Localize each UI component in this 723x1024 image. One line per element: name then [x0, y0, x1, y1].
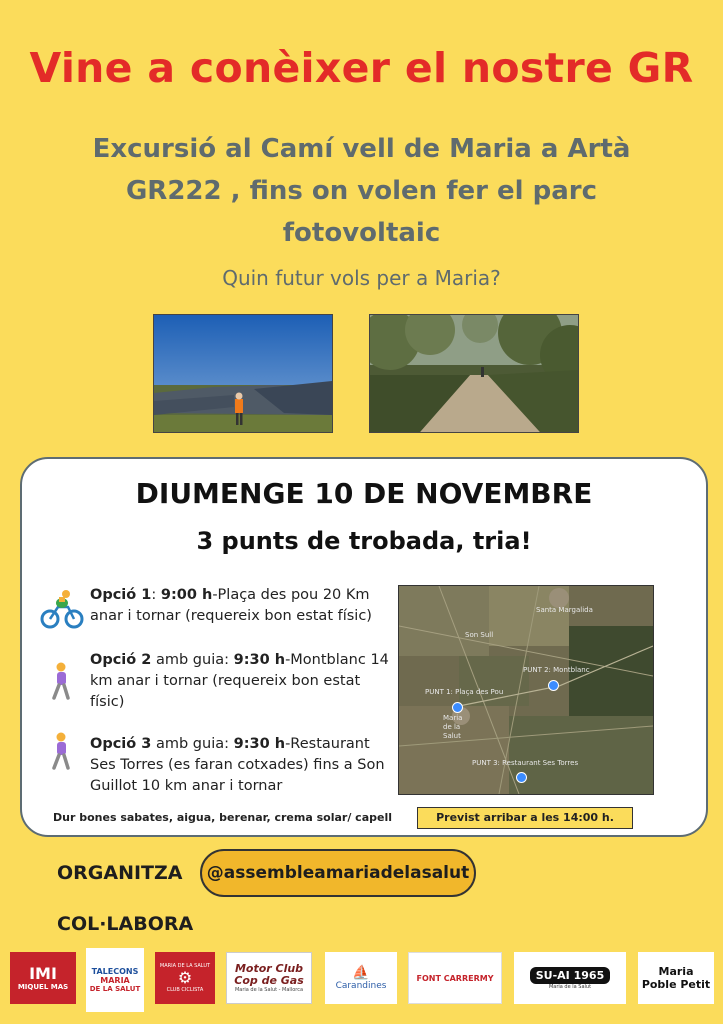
talecons-text-3: DE LA SALUT	[89, 985, 141, 993]
logo-motor-club	[226, 952, 312, 1004]
option-2-guide: amb guia:	[151, 652, 230, 668]
carandines-mark-icon: ⛵	[352, 965, 370, 981]
option-1-label: Opció 1	[90, 587, 152, 603]
logo-miquel-mas	[10, 952, 76, 1004]
meeting-points-map	[398, 585, 654, 795]
headline: Vine a conèixer el nostre GR	[29, 44, 694, 92]
talecons-text-1: TALECONS	[91, 967, 139, 976]
collaborators-label: COL·LABORA	[57, 913, 194, 935]
su-ai-text-1: SU-AI 1965	[530, 967, 610, 984]
map-label-point-2: PUNT 2: Montblanc	[523, 666, 590, 674]
event-card	[20, 457, 708, 837]
bring-note: Dur bones sabates, aigua, berenar, crema solar/ capell	[53, 811, 392, 824]
event-subtitle: Excursió al Camí vell de Maria a Artà GR222 , fins on volen fer el parc fotovoltaic	[92, 134, 631, 248]
option-3-time: 9:30 h	[233, 736, 286, 752]
walker-icon	[48, 732, 74, 774]
map-label-son-sull: Son Sull	[465, 631, 494, 639]
option-3	[90, 734, 390, 797]
miquel-mas-text: MIQUEL MAS	[17, 983, 69, 991]
bicycle-icon: ⚙	[177, 968, 193, 987]
option-1-guide: :	[151, 587, 157, 603]
talecons-text-2: MARIA	[100, 976, 130, 985]
su-ai-text-2: Maria de la Salut	[548, 983, 592, 990]
solar-park-photo	[153, 314, 333, 433]
carandines-text: Carandines	[335, 981, 387, 991]
organizer-handle-link[interactable]: @assembleamariadelasalut	[200, 849, 476, 897]
logo-su-ai	[514, 952, 626, 1004]
poble-text-2: Poble Petit	[641, 978, 711, 991]
option-3-label: Opció 3	[90, 736, 152, 752]
logo-maria-poble-petit	[638, 952, 714, 1004]
walker-icon	[48, 662, 74, 704]
option-1-time: 9:00 h	[160, 587, 213, 603]
option-2	[90, 650, 390, 713]
option-2-text: -Montblanc 14 km anar i tornar (requereix bon estat físic)	[90, 652, 389, 710]
miquel-mas-mark-icon: IMI	[29, 964, 57, 983]
map-label-maria: Maria de la Salut	[443, 714, 463, 740]
logo-carandines	[325, 952, 397, 1004]
map-label-point-1: PUNT 1: Plaça des Pou	[425, 688, 504, 696]
logo-talecons	[86, 948, 144, 1012]
map-pin-1	[452, 702, 463, 713]
option-2-time: 9:30 h	[233, 652, 286, 668]
organizer-label: ORGANITZA	[57, 862, 183, 884]
motor-text-2: Cop de Gas	[234, 974, 304, 987]
logo-club-ciclista	[155, 952, 215, 1004]
motor-text-3: Maria de la Salut - Mallorca	[234, 987, 304, 993]
arrival-time-box: Previst arribar a les 14:00 h.	[417, 807, 633, 829]
map-pin-3	[516, 772, 527, 783]
font-carrermy-text: FONT CARRERMY	[416, 973, 494, 983]
map-label-santa-margalida: Santa Margalida	[536, 606, 593, 614]
question: Quin futur vols per a Maria?	[222, 266, 501, 290]
option-3-guide: amb guia:	[151, 736, 230, 752]
event-date: DIUMENGE 10 DE NOVEMBRE	[135, 477, 593, 510]
map-label-point-3: PUNT 3: Restaurant Ses Torres	[472, 759, 579, 767]
option-1-text: -Plaça des pou 20 Km anar i tornar (requereix bon estat físic)	[90, 587, 372, 624]
cicles-text-bottom: CLUB CICLISTA	[166, 987, 204, 993]
motor-text-1: Motor Club	[234, 962, 304, 975]
logo-font-carrermy	[408, 952, 502, 1004]
meeting-points-title: 3 punts de trobada, tria!	[196, 527, 532, 555]
option-1	[90, 585, 390, 627]
cicles-text-top: MARIA DE LA SALUT	[159, 963, 211, 969]
option-2-label: Opció 2	[90, 652, 152, 668]
old-path-photo	[369, 314, 579, 433]
option-3-text: -Restaurant Ses Torres (es faran cotxades) fins a Son Guillot 10 km anar i tornar	[90, 736, 385, 794]
poble-text-1: Maria	[658, 965, 694, 978]
map-pin-2	[548, 680, 559, 691]
cyclist-icon	[40, 587, 84, 635]
